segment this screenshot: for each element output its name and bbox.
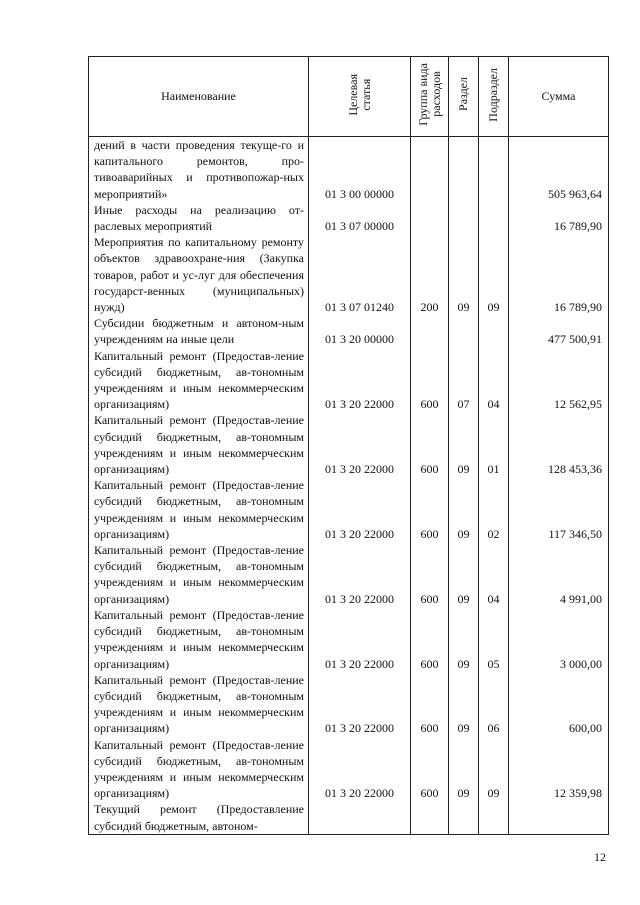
row-group-cell: 600 [411, 477, 449, 542]
row-group-cell [411, 315, 449, 347]
row-group-cell: 600 [411, 542, 449, 607]
row-name-cell: Субсидии бюджетным и автоном-ным учреждениям на иные цели [89, 315, 309, 347]
header-section: Раздел [449, 57, 479, 137]
table-row [89, 672, 609, 737]
row-sum-cell: 12 562,95 [509, 348, 609, 413]
row-group-cell [411, 137, 449, 202]
row-name-cell: Капитальный ремонт (Предостав-ление субсидий бюджетным, ав-тономным учреждениям и иным некоммерческим организациям) [89, 477, 309, 542]
row-name-cell: дений в части проведения текуще-го и капитального ремонтов, про-тивоаварийных и противопожар-ных мероприятий» [89, 137, 309, 202]
row-subsection-cell [479, 202, 509, 234]
row-section-cell: 09 [449, 412, 479, 477]
row-section-cell [449, 137, 479, 202]
header-target-article: Целевая статья [309, 57, 411, 137]
row-name-cell: Текущий ремонт (Предоставление субсидий бюджетным, автоном- [89, 801, 309, 834]
row-group-cell: 600 [411, 348, 449, 413]
row-section-cell: 09 [449, 672, 479, 737]
row-target-cell: 01 3 20 22000 [309, 737, 411, 802]
table-row [89, 137, 609, 202]
table-row [89, 737, 609, 802]
header-name: Наименование [89, 57, 309, 137]
row-group-cell: 600 [411, 607, 449, 672]
row-sum-cell: 477 500,91 [509, 315, 609, 347]
row-name-cell: Мероприятия по капитальному ремонту объектов здравоохране-ния (Закупка товаров, работ и ус-луг для обеспечения государст-венных (муниципальных) нужд) [89, 234, 309, 315]
table-row [89, 234, 609, 315]
row-sum-cell [509, 801, 609, 834]
row-group-cell [411, 801, 449, 834]
row-subsection-cell: 04 [479, 348, 509, 413]
row-target-cell: 01 3 07 00000 [309, 202, 411, 234]
table-header-row [89, 57, 609, 137]
row-section-cell [449, 315, 479, 347]
row-sum-cell: 16 789,90 [509, 202, 609, 234]
table-row [89, 607, 609, 672]
row-target-cell: 01 3 00 00000 [309, 137, 411, 202]
row-section-cell: 09 [449, 234, 479, 315]
row-subsection-cell: 02 [479, 477, 509, 542]
row-sum-cell: 600,00 [509, 672, 609, 737]
row-sum-cell: 117 346,50 [509, 477, 609, 542]
row-section-cell: 09 [449, 542, 479, 607]
row-target-cell: 01 3 20 00000 [309, 315, 411, 347]
row-section-cell: 09 [449, 477, 479, 542]
row-target-cell: 01 3 20 22000 [309, 607, 411, 672]
table-row [89, 202, 609, 234]
row-target-cell: 01 3 20 22000 [309, 348, 411, 413]
row-name-cell: Капитальный ремонт (Предостав-ление субсидий бюджетным, ав-тономным учреждениям и иным некоммерческим организациям) [89, 672, 309, 737]
row-name-cell: Капитальный ремонт (Предостав-ление субсидий бюджетным, ав-тономным учреждениям и иным некоммерческим организациям) [89, 348, 309, 413]
row-group-cell: 600 [411, 412, 449, 477]
row-subsection-cell: 06 [479, 672, 509, 737]
row-name-cell: Капитальный ремонт (Предостав-ление субсидий бюджетным, ав-тономным учреждениям и иным некоммерческим организациям) [89, 607, 309, 672]
row-sum-cell: 3 000,00 [509, 607, 609, 672]
table-row [89, 477, 609, 542]
row-subsection-cell: 04 [479, 542, 509, 607]
row-section-cell: 09 [449, 737, 479, 802]
table-row [89, 542, 609, 607]
row-sum-cell: 128 453,36 [509, 412, 609, 477]
table-row [89, 412, 609, 477]
row-group-cell [411, 202, 449, 234]
row-name-cell: Иные расходы на реализацию от-раслевых мероприятий [89, 202, 309, 234]
row-group-cell: 200 [411, 234, 449, 315]
row-sum-cell: 505 963,64 [509, 137, 609, 202]
row-target-cell [309, 801, 411, 834]
table-row [89, 315, 609, 347]
table-row [89, 348, 609, 413]
row-section-cell [449, 801, 479, 834]
budget-table [88, 56, 609, 835]
row-subsection-cell: 05 [479, 607, 509, 672]
row-sum-cell: 4 991,00 [509, 542, 609, 607]
table-row [89, 801, 609, 834]
row-subsection-cell [479, 137, 509, 202]
row-section-cell: 09 [449, 607, 479, 672]
row-subsection-cell [479, 315, 509, 347]
row-target-cell: 01 3 20 22000 [309, 672, 411, 737]
header-sum: Сумма [509, 57, 609, 137]
row-subsection-cell: 09 [479, 737, 509, 802]
row-target-cell: 01 3 20 22000 [309, 542, 411, 607]
row-sum-cell: 16 789,90 [509, 234, 609, 315]
page-number: 12 [594, 850, 606, 864]
header-expense-group: Группа вида расходов [411, 57, 449, 137]
row-group-cell: 600 [411, 737, 449, 802]
row-name-cell: Капитальный ремонт (Предостав-ление субсидий бюджетным, ав-тономным учреждениям и иным некоммерческим организациям) [89, 542, 309, 607]
row-section-cell [449, 202, 479, 234]
row-target-cell: 01 3 20 22000 [309, 412, 411, 477]
row-name-cell: Капитальный ремонт (Предостав-ление субсидий бюджетным, ав-тономным учреждениям и иным некоммерческим организациям) [89, 412, 309, 477]
row-group-cell: 600 [411, 672, 449, 737]
row-target-cell: 01 3 07 01240 [309, 234, 411, 315]
row-sum-cell: 12 359,98 [509, 737, 609, 802]
row-subsection-cell: 01 [479, 412, 509, 477]
row-target-cell: 01 3 20 22000 [309, 477, 411, 542]
row-subsection-cell: 09 [479, 234, 509, 315]
row-subsection-cell [479, 801, 509, 834]
row-section-cell: 07 [449, 348, 479, 413]
row-name-cell: Капитальный ремонт (Предостав-ление субсидий бюджетным, ав-тономным учреждениям и иным некоммерческим организациям) [89, 737, 309, 802]
header-subsection: Подраздел [479, 57, 509, 137]
